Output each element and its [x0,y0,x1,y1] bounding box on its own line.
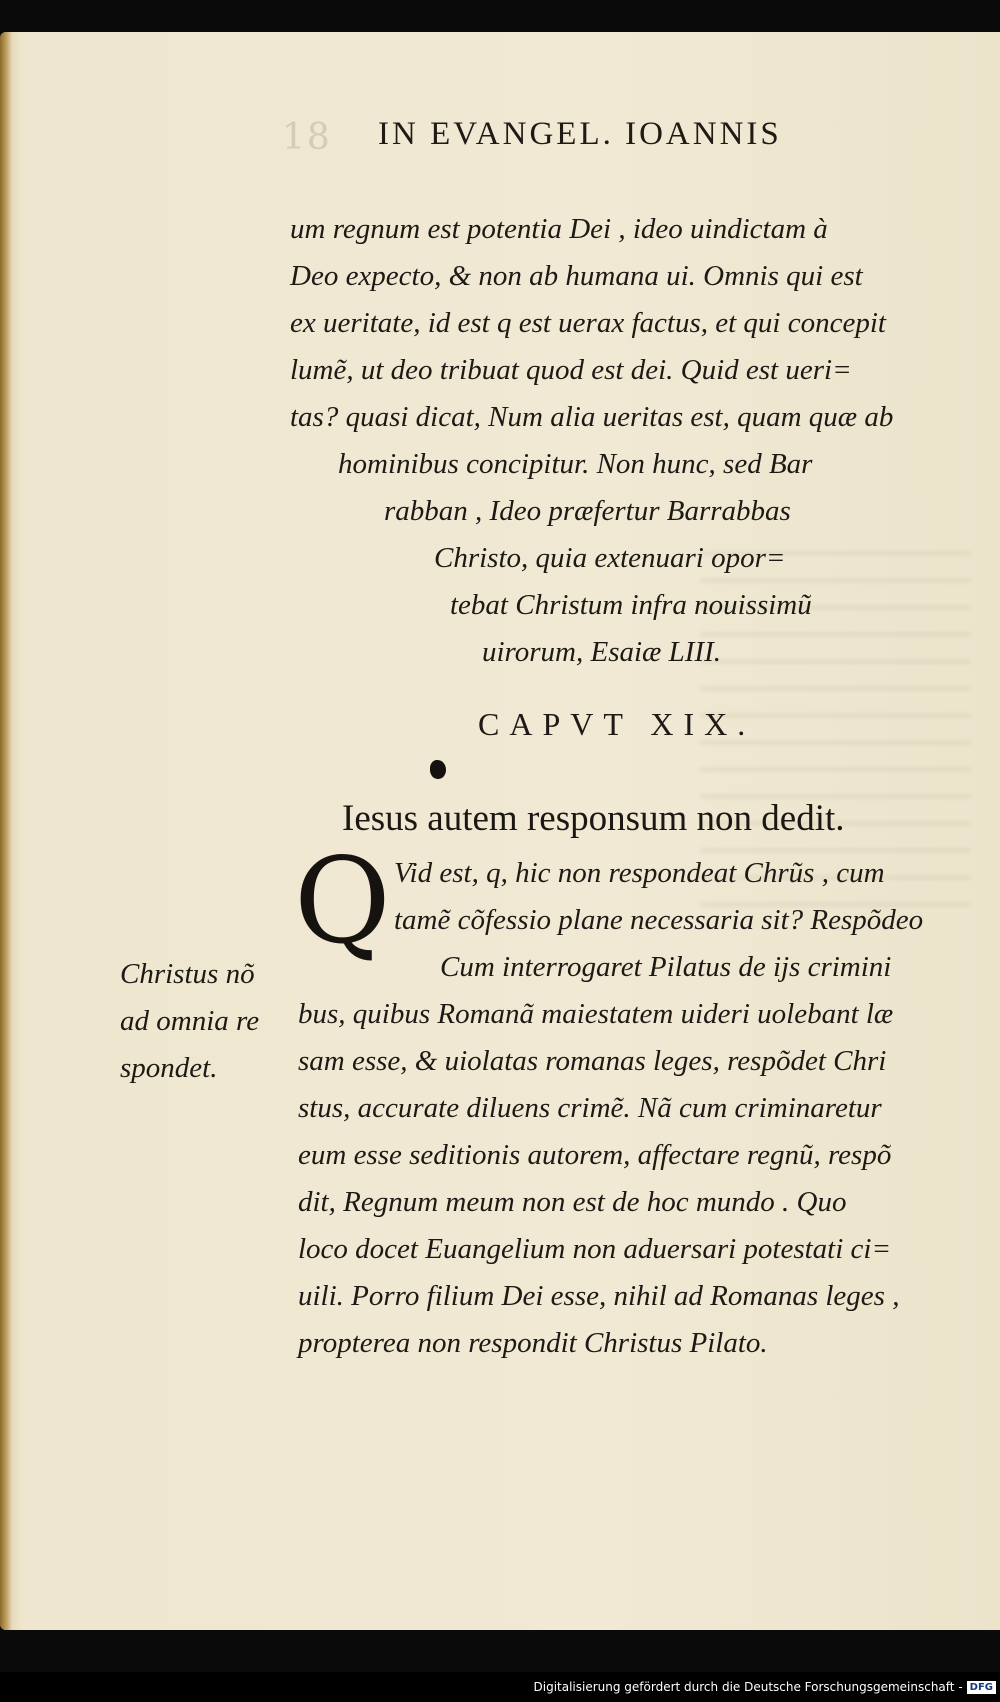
credit-text: Digitalisierung gefördert durch die Deutsche Forschungsgemeinschaft - [533,1680,963,1694]
running-head: IN EVANGEL. IOANNIS [378,116,782,152]
body-line: Deo expecto, & non ab humana ui. Omnis qui est [290,260,863,292]
margin-note-line: ad omnia re [120,1005,260,1037]
body-line: sam esse, & uiolatas romanas leges, respõdet Chri [298,1045,887,1077]
body-line: Christo, quia extenuari opor= [434,542,786,574]
lemma-heading: Iesus autem responsum non dedit. [342,798,845,839]
page-edge [0,32,12,1630]
body-line: lumẽ, ut deo tribuat quod est dei. Quid est ueri= [290,354,852,386]
body-line: bus, quibus Romanã maiestatem uideri uolebant læ [298,998,894,1030]
margin-note-line: Christus nõ [120,958,255,990]
page-number-ghost: 18 [282,117,332,158]
body-line: loco docet Euangelium non aduersari potestati ci= [298,1233,892,1265]
body-line: rabban , Ideo præfertur Barrabbas [384,495,791,527]
body-line: um regnum est potentia Dei , ideo uindictam à [290,213,828,245]
paragraph-mark-icon [430,760,446,779]
body-line: tas? quasi dicat, Num alia ueritas est, quam quæ ab [290,401,894,433]
body-line: ex ueritate, id est q est uerax factus, et qui concepit [290,307,886,339]
body-line: tamẽ cõfessio plane necessaria sit? Respõdeo [394,904,924,936]
body-line: propterea non respondit Christus Pilato. [298,1327,768,1359]
body-line: stus, accurate diluens crimẽ. Nã cum criminaretur [298,1092,882,1124]
body-line: tebat Christum infra nouissimũ [450,589,812,621]
margin-note-line: spondet. [120,1052,218,1084]
body-line: hominibus concipitur. Non hunc, sed Bar [338,448,813,480]
body-line: dit, Regnum meum non est de hoc mundo . Quo [298,1186,847,1218]
digitization-credit [534,1680,997,1694]
body-line: uili. Porro filium Dei esse, nihil ad Romanas leges , [298,1280,900,1312]
body-line: Cum interrogaret Pilatus de ijs crimini [440,951,892,983]
drop-cap-initial: Q [294,832,391,970]
dfg-logo: DFG [967,1681,996,1694]
body-line: Vid est, q, hic non respondeat Chrũs , cum [394,857,885,889]
chapter-heading: CAPVT XIX. [478,706,756,742]
body-line: uirorum, Esaiæ LIII. [482,636,721,668]
body-line: eum esse seditionis autorem, affectare regnũ, respõ [298,1139,892,1171]
